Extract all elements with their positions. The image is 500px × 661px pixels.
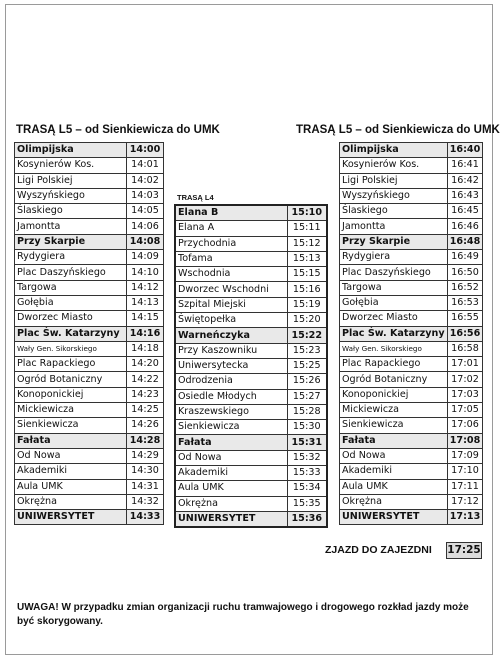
table-row (15, 219, 164, 234)
table-row (340, 265, 483, 280)
departure-time: 14:00 (127, 143, 164, 158)
middle-route-heading: TRASĄ L4 (177, 193, 214, 202)
departure-time: 16:55 (448, 311, 483, 326)
departure-time: 17:10 (448, 464, 483, 479)
stop-name: Wyszyńskiego (15, 188, 127, 203)
table-row (340, 387, 483, 402)
departure-time: 15:10 (287, 205, 327, 221)
departure-time: 17:12 (448, 494, 483, 509)
table-row (175, 297, 327, 312)
schedule-change-notice: UWAGA! W przypadku zmian organizacji ruchu tramwajowego i drogowego rozkład jazdy może być skorygowany. (17, 602, 469, 627)
depot-return-label: ZJAZD DO ZAJEZDNI (325, 544, 432, 556)
stop-name: Olimpijska (15, 143, 127, 158)
stop-name: Od Nowa (15, 448, 127, 463)
departure-time: 14:01 (127, 158, 164, 173)
stop-name: Warneńczyka (175, 328, 287, 343)
table-row (15, 418, 164, 433)
table-row (15, 403, 164, 418)
middle-timetable (174, 204, 328, 528)
stop-name: Targowa (340, 280, 448, 295)
table-row (15, 295, 164, 310)
stop-name: Kraszewskiego (175, 404, 287, 419)
stop-name: Dworzec Miasto (340, 311, 448, 326)
departure-time: 15:15 (287, 267, 327, 282)
departure-time: 15:30 (287, 420, 327, 435)
stop-name: UNIWERSYTET (340, 510, 448, 525)
table-row (175, 389, 327, 404)
departure-time: 16:50 (448, 265, 483, 280)
table-row (15, 143, 164, 158)
table-row (15, 387, 164, 402)
stop-name: Wyszyńskiego (340, 188, 448, 203)
table-row (15, 265, 164, 280)
departure-time: 15:31 (287, 435, 327, 450)
stop-name: Elana B (175, 205, 287, 221)
table-row (15, 250, 164, 265)
departure-time: 15:28 (287, 404, 327, 419)
table-row (175, 450, 327, 465)
departure-time: 14:26 (127, 418, 164, 433)
stop-name: Targowa (15, 280, 127, 295)
departure-time: 17:08 (448, 433, 483, 448)
stop-name: Ligi Polskiej (15, 173, 127, 188)
table-row (340, 234, 483, 249)
table-row (15, 173, 164, 188)
table-row (15, 464, 164, 479)
stop-name: Fałata (15, 433, 127, 448)
table-row (175, 358, 327, 373)
table-row (15, 372, 164, 387)
stop-name: Rydygiera (340, 250, 448, 265)
stop-name: Rydygiera (15, 250, 127, 265)
stop-name: Uniwersytecka (175, 358, 287, 373)
stop-name: Plac Daszyńskiego (15, 265, 127, 280)
table-row (15, 311, 164, 326)
table-row (340, 250, 483, 265)
departure-time: 16:49 (448, 250, 483, 265)
table-row (340, 494, 483, 509)
stop-name: Od Nowa (175, 450, 287, 465)
departure-time: 16:41 (448, 158, 483, 173)
departure-time: 17:09 (448, 448, 483, 463)
stop-name: Okrężna (175, 496, 287, 511)
stop-name: Szpital Miejski (175, 297, 287, 312)
table-row (175, 404, 327, 419)
stop-name: Jamontta (340, 219, 448, 234)
stop-name: Plac Rapackiego (15, 357, 127, 372)
table-row (175, 205, 327, 221)
stop-name: Wały Gen. Sikorskiego (15, 341, 127, 356)
departure-time: 14:06 (127, 219, 164, 234)
stop-name: Przychodnia (175, 236, 287, 251)
table-row (175, 282, 327, 297)
right-timetable-body (340, 143, 483, 525)
departure-time: 15:32 (287, 450, 327, 465)
stop-name: Ślaskiego (15, 204, 127, 219)
stop-name: UNIWERSYTET (175, 511, 287, 527)
departure-time: 14:03 (127, 188, 164, 203)
table-row (175, 435, 327, 450)
stop-name: Mickiewicza (340, 403, 448, 418)
departure-time: 14:05 (127, 204, 164, 219)
departure-time: 14:02 (127, 173, 164, 188)
departure-time: 14:10 (127, 265, 164, 280)
table-row (15, 448, 164, 463)
left-timetable-body (15, 143, 164, 525)
table-row (15, 357, 164, 372)
stop-name: Olimpijska (340, 143, 448, 158)
departure-time: 16:53 (448, 295, 483, 310)
stop-name: Ogród Botaniczny (340, 372, 448, 387)
departure-time: 15:11 (287, 221, 327, 236)
departure-time: 16:58 (448, 341, 483, 356)
table-row (175, 466, 327, 481)
table-row (15, 494, 164, 509)
table-row (175, 221, 327, 236)
stop-name: Wschodnia (175, 267, 287, 282)
departure-time: 15:33 (287, 466, 327, 481)
departure-time: 14:29 (127, 448, 164, 463)
departure-time: 14:16 (127, 326, 164, 341)
departure-time: 15:25 (287, 358, 327, 373)
right-route-heading: TRASĄ L5 – od Sienkiewicza do UMK (296, 124, 500, 136)
stop-name: Ślaskiego (340, 204, 448, 219)
table-row (175, 328, 327, 343)
stop-name: Sienkiewicza (15, 418, 127, 433)
table-row (340, 418, 483, 433)
departure-time: 17:01 (448, 357, 483, 372)
table-row (340, 295, 483, 310)
departure-time: 14:32 (127, 494, 164, 509)
stop-name: Akademiki (175, 466, 287, 481)
table-row (340, 326, 483, 341)
table-row (340, 158, 483, 173)
stop-name: Ligi Polskiej (340, 173, 448, 188)
table-row (15, 510, 164, 525)
departure-time: 14:25 (127, 403, 164, 418)
departure-time: 16:42 (448, 173, 483, 188)
stop-name: Konoponickiej (15, 387, 127, 402)
stop-name: Okrężna (15, 494, 127, 509)
table-row (15, 188, 164, 203)
stop-name: Okrężna (340, 494, 448, 509)
table-row (340, 188, 483, 203)
departure-time: 17:13 (448, 510, 483, 525)
table-row (175, 496, 327, 511)
left-route-heading: TRASĄ L5 – od Sienkiewicza do UMK (16, 124, 220, 136)
departure-time: 14:30 (127, 464, 164, 479)
table-row (340, 464, 483, 479)
stop-name: Jamontta (15, 219, 127, 234)
table-row (15, 280, 164, 295)
departure-time: 17:02 (448, 372, 483, 387)
departure-time: 16:43 (448, 188, 483, 203)
stop-name: Aula UMK (340, 479, 448, 494)
stop-name: Plac Św. Katarzyny (340, 326, 448, 341)
table-row (15, 341, 164, 356)
stop-name: Kosynierów Kos. (340, 158, 448, 173)
table-row (340, 204, 483, 219)
departure-time: 16:45 (448, 204, 483, 219)
departure-time: 15:16 (287, 282, 327, 297)
departure-time: 15:35 (287, 496, 327, 511)
departure-time: 15:34 (287, 481, 327, 496)
departure-time: 14:20 (127, 357, 164, 372)
stop-name: Przy Skarpie (340, 234, 448, 249)
departure-time: 15:12 (287, 236, 327, 251)
stop-name: Przy Skarpie (15, 234, 127, 249)
stop-name: Sienkiewicza (340, 418, 448, 433)
table-row (340, 433, 483, 448)
departure-time: 16:40 (448, 143, 483, 158)
table-row (175, 267, 327, 282)
departure-time: 15:27 (287, 389, 327, 404)
stop-name: Plac Św. Katarzyny (15, 326, 127, 341)
departure-time: 16:52 (448, 280, 483, 295)
stop-name: Odrodzenia (175, 374, 287, 389)
stop-name: Ogród Botaniczny (15, 372, 127, 387)
table-row (340, 479, 483, 494)
table-row (175, 374, 327, 389)
table-row (175, 343, 327, 358)
stop-name: Osiedle Młodych (175, 389, 287, 404)
departure-time: 16:48 (448, 234, 483, 249)
departure-time: 14:08 (127, 234, 164, 249)
table-row (340, 510, 483, 525)
stop-name: Gołębia (15, 295, 127, 310)
stop-name: Przy Kaszowniku (175, 343, 287, 358)
stop-name: Kosynierów Kos. (15, 158, 127, 173)
table-row (340, 357, 483, 372)
table-row (15, 433, 164, 448)
table-row (175, 481, 327, 496)
departure-time: 16:56 (448, 326, 483, 341)
departure-time: 17:11 (448, 479, 483, 494)
departure-time: 17:06 (448, 418, 483, 433)
departure-time: 14:13 (127, 295, 164, 310)
stop-name: Akademiki (15, 464, 127, 479)
table-row (15, 326, 164, 341)
stop-name: Plac Daszyńskiego (340, 265, 448, 280)
departure-time: 14:12 (127, 280, 164, 295)
departure-time: 14:18 (127, 341, 164, 356)
table-row (340, 341, 483, 356)
departure-time: 17:03 (448, 387, 483, 402)
table-row (175, 251, 327, 266)
stop-name: UNIWERSYTET (15, 510, 127, 525)
departure-time: 17:05 (448, 403, 483, 418)
stop-name: Konoponickiej (340, 387, 448, 402)
left-timetable (14, 142, 164, 525)
departure-time: 15:13 (287, 251, 327, 266)
table-row (340, 173, 483, 188)
departure-time: 15:23 (287, 343, 327, 358)
departure-time: 14:22 (127, 372, 164, 387)
table-row (340, 219, 483, 234)
table-row (15, 479, 164, 494)
table-row (175, 420, 327, 435)
stop-name: Akademiki (340, 464, 448, 479)
departure-time: 14:15 (127, 311, 164, 326)
stop-name: Aula UMK (175, 481, 287, 496)
table-row (340, 372, 483, 387)
stop-name: Mickiewicza (15, 403, 127, 418)
stop-name: Aula UMK (15, 479, 127, 494)
departure-time: 16:46 (448, 219, 483, 234)
middle-timetable-body (175, 205, 327, 527)
stop-name: Plac Rapackiego (340, 357, 448, 372)
table-row (15, 158, 164, 173)
table-row (175, 511, 327, 527)
stop-name: Sienkiewicza (175, 420, 287, 435)
depot-return-time: 17:25 (446, 542, 482, 559)
table-row (15, 234, 164, 249)
right-timetable (339, 142, 483, 525)
stop-name: Od Nowa (340, 448, 448, 463)
departure-time: 15:36 (287, 511, 327, 527)
departure-time: 14:28 (127, 433, 164, 448)
stop-name: Fałata (175, 435, 287, 450)
stop-name: Elana A (175, 221, 287, 236)
departure-time: 14:33 (127, 510, 164, 525)
table-row (340, 311, 483, 326)
departure-time: 14:09 (127, 250, 164, 265)
table-row (15, 204, 164, 219)
table-row (340, 448, 483, 463)
table-row (340, 280, 483, 295)
stop-name: Wały Gen. Sikorskiego (340, 341, 448, 356)
table-row (340, 403, 483, 418)
stop-name: Tofama (175, 251, 287, 266)
table-row (340, 143, 483, 158)
departure-time: 14:31 (127, 479, 164, 494)
departure-time: 15:20 (287, 313, 327, 328)
table-row (175, 236, 327, 251)
departure-time: 15:22 (287, 328, 327, 343)
stop-name: Fałata (340, 433, 448, 448)
stop-name: Dworzec Miasto (15, 311, 127, 326)
table-row (175, 313, 327, 328)
stop-name: Dworzec Wschodni (175, 282, 287, 297)
departure-time: 14:23 (127, 387, 164, 402)
departure-time: 15:19 (287, 297, 327, 312)
stop-name: Świętopełka (175, 313, 287, 328)
stop-name: Gołębia (340, 295, 448, 310)
departure-time: 15:26 (287, 374, 327, 389)
